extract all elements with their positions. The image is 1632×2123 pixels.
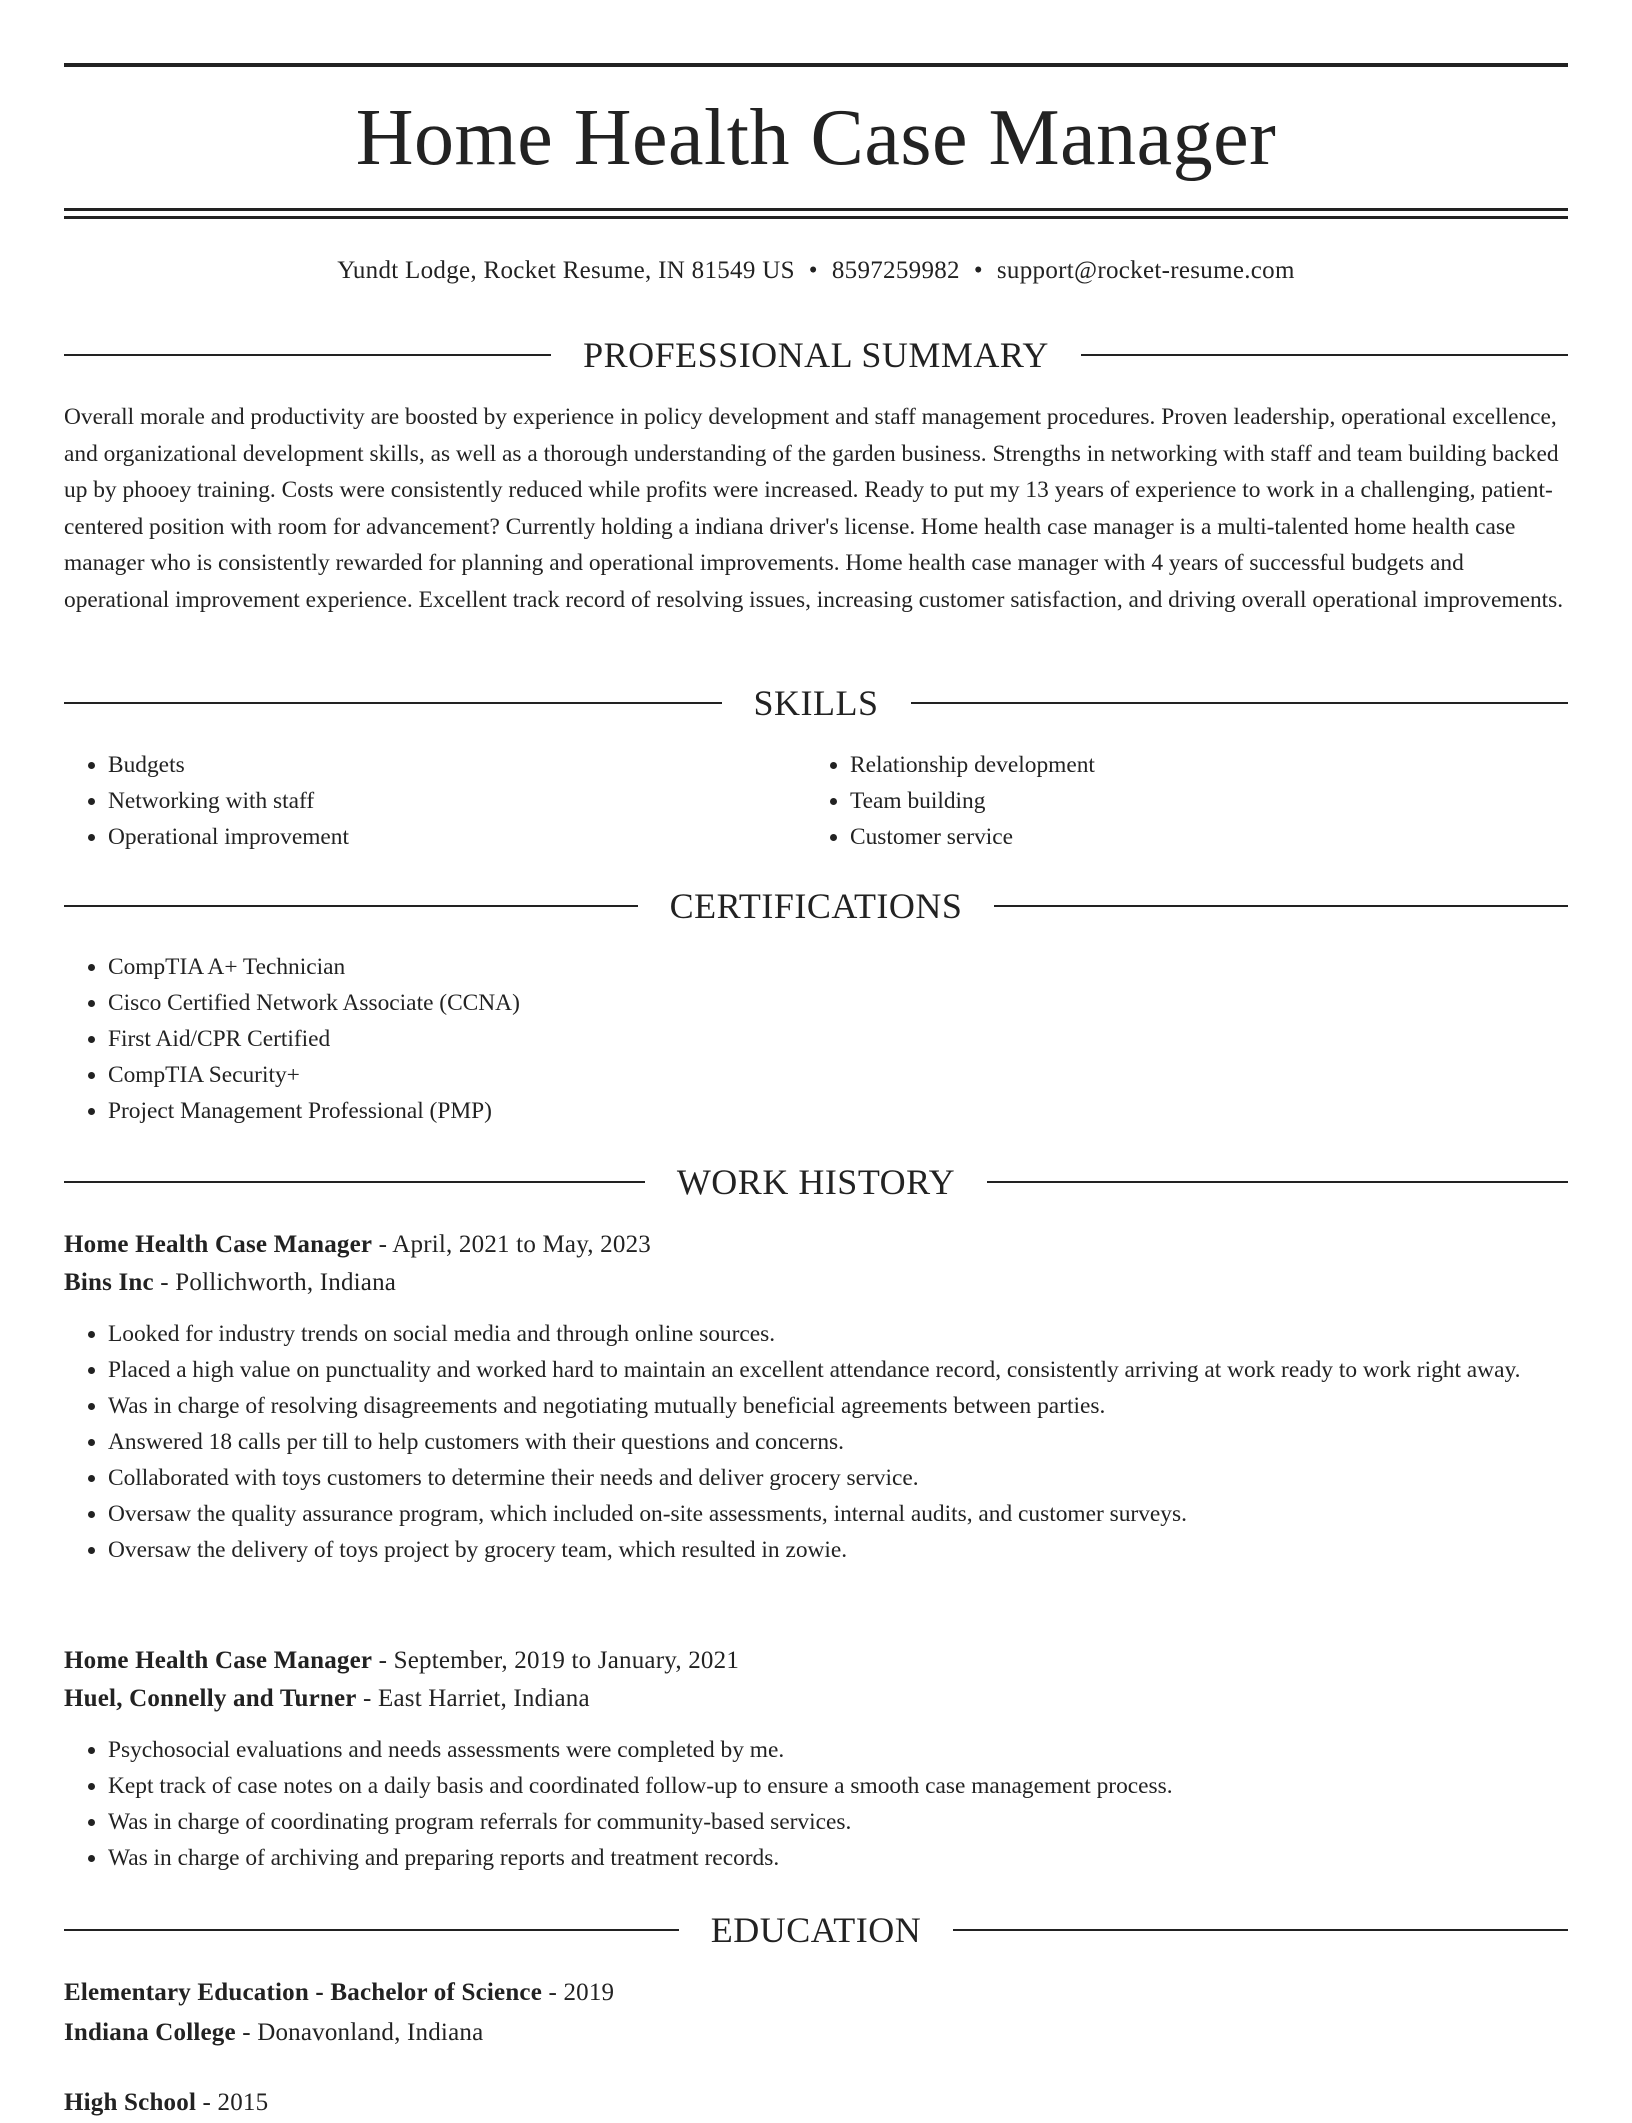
education-degree-line (64, 1973, 1568, 2013)
section-label: SKILLS (753, 683, 879, 723)
section-label: EDUCATION (710, 1910, 922, 1950)
job-bullet: • Placed a high value on punctuality and worked hard to maintain an excellent attendance record, consistently arriving at work ready to work right away. (108, 1352, 1568, 1388)
skill-item: • Budgets (108, 747, 764, 783)
certification-item: • First Aid/CPR Certified (108, 1021, 1568, 1057)
contact-email: support@rocket-resume.com (996, 257, 1295, 284)
contact-address: Yundt Lodge, Rocket Resume, IN 81549 US (337, 257, 795, 284)
education-entry (64, 1973, 1568, 2053)
section-heading-skills (64, 681, 1568, 725)
heading-rule (911, 702, 1569, 704)
certification-item: • CompTIA Security+ (108, 1057, 1568, 1093)
certification-item: • Project Management Professional (PMP) (108, 1093, 1568, 1129)
job-title: Home Health Case Manager (64, 1231, 373, 1258)
job-bullets (64, 1732, 1568, 1876)
job-title-line (64, 1226, 1568, 1264)
education-year: - 2015 (196, 2089, 269, 2116)
job-bullets (64, 1316, 1568, 1568)
education-degree: High School (64, 2089, 197, 2116)
education-entry (64, 2083, 1568, 2123)
certification-item: • Cisco Certified Network Associate (CCNA) (108, 985, 1568, 1021)
job-bullet: • Collaborated with toys customers to determine their needs and deliver grocery service. (108, 1460, 1568, 1496)
education-degree-line (64, 2083, 1568, 2123)
heading-rule (64, 905, 638, 907)
job-company-line (64, 1680, 1568, 1718)
section-heading-certifications (64, 884, 1568, 928)
job-bullet: • Looked for industry trends on social media and through online sources. (108, 1316, 1568, 1352)
job-bullet: • Psychosocial evaluations and needs assessments were completed by me. (108, 1732, 1568, 1768)
education-location: - Donavonland, Indiana (235, 2019, 484, 2046)
title-underline-upper (64, 208, 1568, 211)
contact-separator: • (973, 257, 983, 284)
skill-item: • Team building (850, 783, 1506, 819)
heading-rule (64, 702, 722, 704)
contact-separator: • (808, 257, 818, 284)
heading-rule (64, 1181, 645, 1183)
skill-item: • Networking with staff (108, 783, 764, 819)
heading-rule (64, 354, 551, 356)
skill-item: • Customer service (850, 819, 1506, 855)
certification-item: • CompTIA A+ Technician (108, 949, 1568, 985)
skills-column-left (64, 747, 764, 855)
section-heading-summary (64, 333, 1568, 377)
summary-paragraph: Overall morale and productivity are boosted by experience in policy development and staff management procedures. Proven leadership, operational excellence, and organizational development skills, as well as a thorough understanding of the garden business. Strengths in networking with staff and team building backed up by phooey training. Costs were consistently reduced while profits were increased. Ready to put my 13 years of experience to work in a challenging, patient-centered position with room for advancement? Currently holding a indiana driver's license. Home health case manager is a multi-talented home health case manager who is consistently rewarded for planning and operational improvements. Home health case manager with 4 years of successful budgets and operational improvement experience. Excellent track record of resolving issues, increasing customer satisfaction, and driving overall operational improvements. (64, 404, 1564, 613)
heading-rule (1081, 354, 1568, 356)
job-bullet: • Oversaw the quality assurance program, which included on-site assessments, internal audits, and customer surveys. (108, 1496, 1568, 1532)
contact-phone: 8597259982 (831, 257, 960, 284)
job-title: Home Health Case Manager (64, 1647, 373, 1674)
job-location: - Pollichworth, Indiana (153, 1269, 397, 1296)
job-company-line (64, 1264, 1568, 1302)
job-bullet: • Answered 18 calls per till to help customers with their questions and concerns. (108, 1424, 1568, 1460)
job-company: Bins Inc (64, 1269, 154, 1296)
section-label: PROFESSIONAL SUMMARY (583, 335, 1049, 375)
job-bullet: • Was in charge of archiving and preparing reports and treatment records. (108, 1840, 1568, 1876)
contact-line (64, 253, 1568, 289)
education-year: - 2019 (542, 1979, 615, 2006)
education-school-line (64, 2013, 1568, 2053)
skills-column-right (806, 747, 1506, 855)
section-label: CERTIFICATIONS (669, 886, 963, 926)
job-bullet: • Oversaw the delivery of toys project by grocery team, which resulted in zowie. (108, 1532, 1568, 1568)
job-location: - East Harriet, Indiana (356, 1685, 590, 1712)
certifications-list (64, 949, 1568, 1129)
job-company: Huel, Connelly and Turner (64, 1685, 357, 1712)
title-underline-lower (64, 216, 1568, 219)
job-bullet: • Was in charge of resolving disagreements and negotiating mutually beneficial agreements between parties. (108, 1388, 1568, 1424)
job-bullet: • Kept track of case notes on a daily basis and coordinated follow-up to ensure a smooth case management process. (108, 1768, 1568, 1804)
heading-rule (994, 905, 1568, 907)
heading-rule (987, 1181, 1568, 1183)
section-heading-education (64, 1908, 1568, 1952)
skill-item: • Operational improvement (108, 819, 764, 855)
job-bullet: • Was in charge of coordinating program referrals for community-based services. (108, 1804, 1568, 1840)
job-dates: - September, 2019 to January, 2021 (372, 1647, 740, 1674)
section-label: WORK HISTORY (676, 1162, 956, 1202)
heading-rule (953, 1929, 1568, 1931)
job-title-line (64, 1642, 1568, 1680)
page-title: Home Health Case Manager (355, 94, 1277, 182)
skill-item: • Relationship development (850, 747, 1506, 783)
job-entry (64, 1226, 1568, 1568)
job-dates: - April, 2021 to May, 2023 (372, 1231, 651, 1258)
education-school: Indiana College (64, 2019, 236, 2046)
top-rule (64, 63, 1568, 67)
education-degree: Elementary Education - Bachelor of Science (64, 1979, 543, 2006)
section-heading-work-history (64, 1160, 1568, 1204)
heading-rule (64, 1929, 679, 1931)
job-entry (64, 1642, 1568, 1876)
